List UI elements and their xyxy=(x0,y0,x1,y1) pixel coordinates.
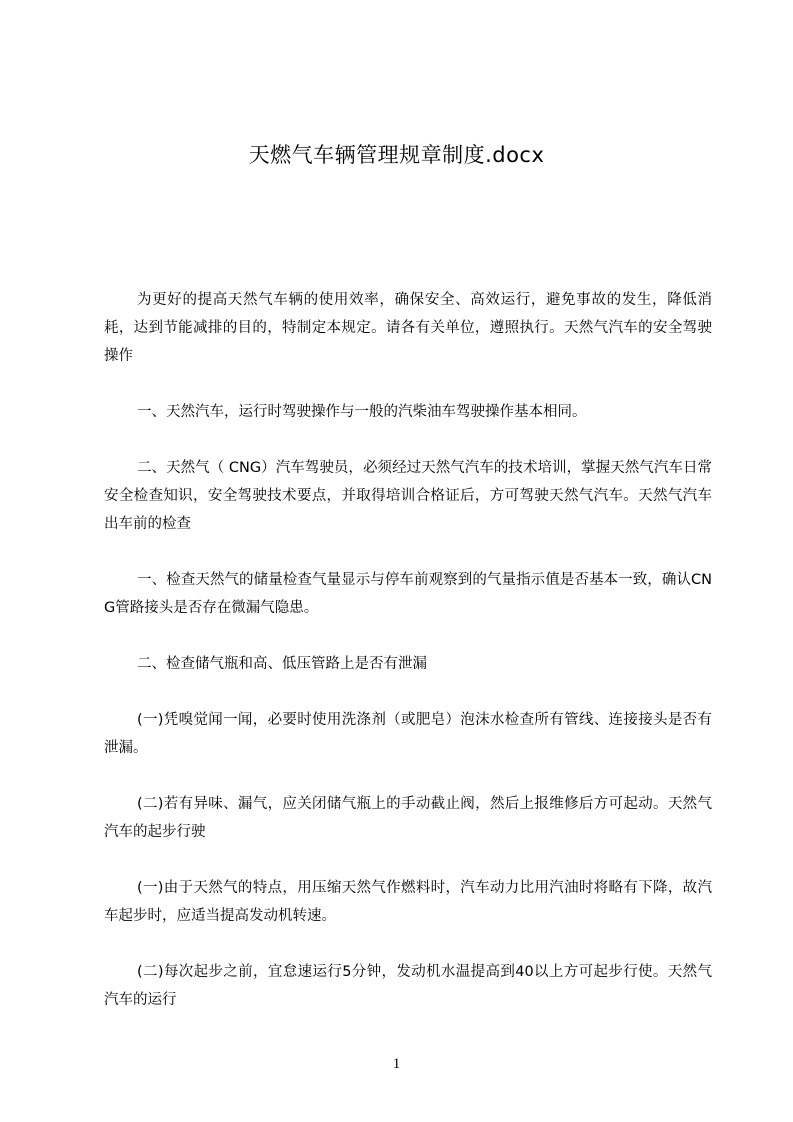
document-body xyxy=(104,286,712,1042)
paragraph: (二)每次起步之前，宜怠速运行5分钟，发动机水温提高到40以上方可起步行使。天然气汽车的运行 xyxy=(104,964,712,1008)
paragraph: (一)凭嗅觉闻一闻，必要时使用洗涤剂（或肥皂）泡沫水检查所有管线、连接接头是否有泄漏。 xyxy=(104,712,712,756)
document-title: 天燃气车辆管理规章制度.docx xyxy=(248,143,545,167)
page-number: 1 xyxy=(392,1056,401,1072)
paragraph: (二)若有异味、漏气，应关闭储气瓶上的手动截止阀，然后上报维修后方可起动。天然气汽车的起步行驶 xyxy=(104,796,712,840)
paragraph: 二、天然气（ CNG）汽车驾驶员，必须经过天然气汽车的技术培训，掌握天然气汽车日常安全检查知识，安全驾驶技术要点，并取得培训合格证后，方可驾驶天然气汽车。天然气汽车出车前的检查 xyxy=(104,460,712,532)
paragraph: 一、检查天然气的储量检查气量显示与停车前观察到的气量指示值是否基本一致，确认CNG管路接头是否存在微漏气隐患。 xyxy=(104,572,712,616)
paragraph: 一、天然汽车，运行时驾驶操作与一般的汽柴油车驾驶操作基本相同。 xyxy=(137,404,587,420)
paragraph: 二、检查储气瓶和高、低压管路上是否有泄漏 xyxy=(137,656,427,672)
paragraph: (一)由于天然气的特点，用压缩天然气作燃料时，汽车动力比用汽油时将略有下降，故汽车起步时，应适当提高发动机转速。 xyxy=(104,880,712,924)
paragraph: 为更好的提高天然气车辆的使用效率，确保安全、高效运行，避免事故的发生，降低消耗，达到节能减排的目的，特制定本规定。请各有关单位，遵照执行。天然气汽车的安全驾驶操作 xyxy=(104,292,712,364)
